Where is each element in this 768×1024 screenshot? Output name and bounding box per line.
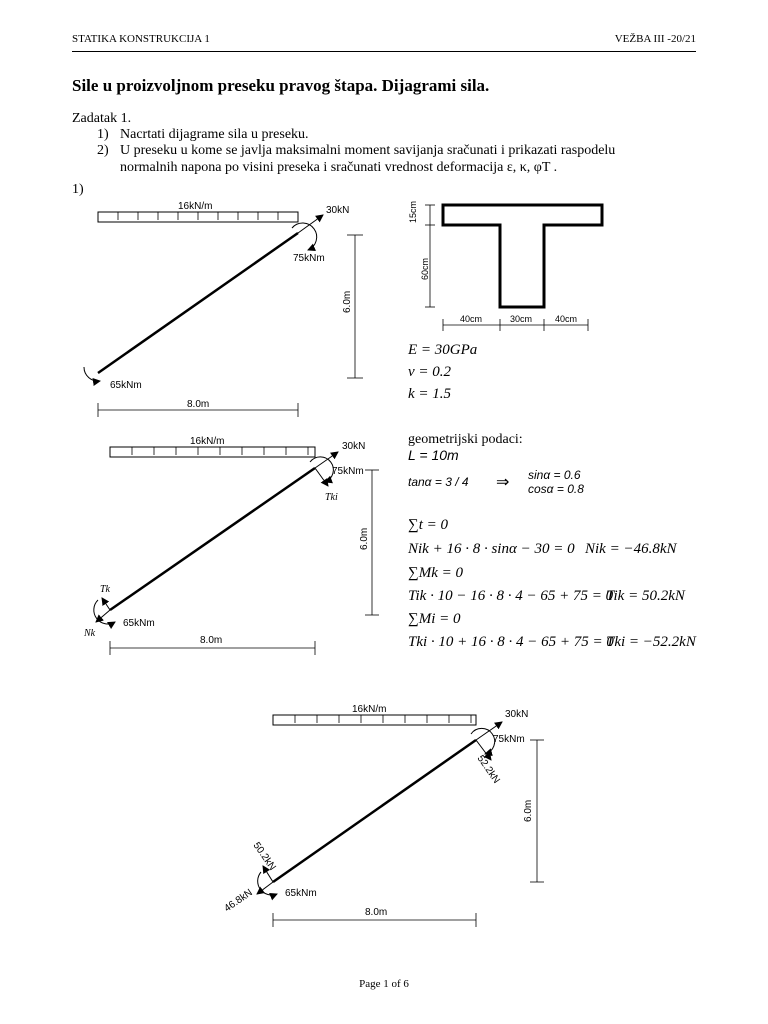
shear-tki-label: Tki [325, 492, 338, 503]
force-label: 30kN [326, 205, 350, 216]
eq-nik: Nik + 16 · 8 · sinα − 30 = 0 [408, 541, 575, 557]
eq-tki-result: Tki = −52.2kN [606, 634, 696, 650]
normal-bottom-label: 46.8kN [222, 887, 255, 915]
t-section-outline [443, 205, 602, 307]
header-exercise: VEŽBA III -20/21 [614, 33, 696, 45]
eq-nik-result: Nik = −46.8kN [585, 541, 677, 557]
load-label: 16kN/m [178, 201, 213, 212]
page-footer: Page 1 of 6 [359, 978, 409, 990]
force-label: 30kN [342, 441, 366, 452]
figure-2-free-body [60, 430, 410, 660]
shear-tki-arrow [315, 468, 328, 486]
beam [98, 233, 298, 373]
height-label: 6.0m [523, 799, 534, 822]
shear-tk-arrow [102, 598, 110, 610]
moment-bottom-label: 65kNm [110, 380, 142, 391]
beam [273, 740, 476, 882]
load-arrows [118, 212, 278, 220]
span-label: 8.0m [365, 907, 388, 918]
eq-sum-mk: ∑Mk = 0 [408, 565, 463, 581]
figure-1-structure [0, 195, 400, 420]
moment-bottom-icon [94, 600, 115, 624]
moment-top-label: 75kNm [493, 734, 525, 745]
beam [110, 468, 315, 610]
eq-sum-t: ∑t = 0 [408, 517, 448, 533]
task-item-1-text: Nacrtati dijagrame sila u preseku. [120, 127, 309, 142]
dim-w2: 30cm [510, 314, 533, 324]
geometry-L: L = 10m [408, 447, 459, 463]
material-k: k = 1.5 [408, 386, 452, 402]
shear-top-label: 52.2kN [474, 753, 502, 786]
load-bar [110, 447, 315, 457]
span-label: 8.0m [187, 399, 210, 410]
material-nu: ν = 0.2 [408, 364, 452, 380]
task-label: Zadatak 1. [72, 111, 132, 126]
height-label: 6.0m [359, 527, 370, 550]
geometry-heading: geometrijski podaci: [408, 432, 523, 447]
header-rule [72, 51, 696, 52]
moment-bottom-label: 65kNm [123, 618, 155, 629]
geometry-cos: cosα = 0.8 [528, 482, 584, 496]
dim-w3: 40cm [555, 314, 578, 324]
moment-top-label: 75kNm [293, 253, 325, 264]
page-title: Sile u proizvoljnom preseku pravog štapa. Dijagrami sila. [72, 76, 490, 95]
force-label: 30kN [505, 709, 529, 720]
header-course: STATIKA KONSTRUKCIJA 1 [72, 33, 210, 45]
span-label: 8.0m [200, 635, 223, 646]
load-bar [273, 715, 476, 725]
force-arrow [298, 215, 323, 233]
dim-web-h: 60cm [420, 257, 430, 280]
normal-nk-arrow [96, 610, 110, 622]
moment-bottom-icon [84, 367, 100, 381]
task-item-1-num: 1) [97, 127, 109, 142]
dim-w1: 40cm [460, 314, 483, 324]
task-item-2-num: 2) [97, 143, 109, 158]
shear-tk-label: Tk [100, 584, 110, 595]
shear-bottom-label: 50.2kN [250, 840, 278, 873]
eq-sum-mi: ∑Mi = 0 [408, 611, 461, 627]
figure-3-results [215, 700, 575, 930]
geometry-sin: sinα = 0.6 [528, 468, 581, 482]
dim-flange-h: 15cm [408, 200, 418, 223]
part-label: 1) [72, 182, 84, 197]
implies-arrow: ⇒ [496, 474, 510, 491]
material-E: E = 30GPa [408, 342, 478, 358]
height-label: 6.0m [342, 290, 353, 313]
task-item-2-text: U preseku u kome se javlja maksimalni moment savijanja sračunati i prikazati raspodelu [120, 143, 616, 158]
moment-top-icon [292, 223, 317, 250]
cross-section [400, 195, 620, 340]
geometry-tan: tanα = 3 / 4 [408, 475, 469, 489]
task-item-2-cont: normalnih napona po visini preseka i sračunati vrednost deformacija ε, κ, φT . [120, 160, 558, 175]
normal-nk-label: Nk [84, 628, 96, 639]
moment-bottom-label: 65kNm [285, 888, 317, 899]
eq-tik-result: Tik = 50.2kN [606, 588, 685, 604]
load-label: 16kN/m [352, 704, 387, 715]
eq-tik: Tik · 10 − 16 · 8 · 4 − 65 + 75 = 0 [408, 588, 614, 604]
load-label: 16kN/m [190, 436, 225, 447]
eq-tki: Tki · 10 + 16 · 8 · 4 − 65 + 75 = 0 [408, 634, 614, 650]
moment-top-label: 75kNm [332, 466, 364, 477]
